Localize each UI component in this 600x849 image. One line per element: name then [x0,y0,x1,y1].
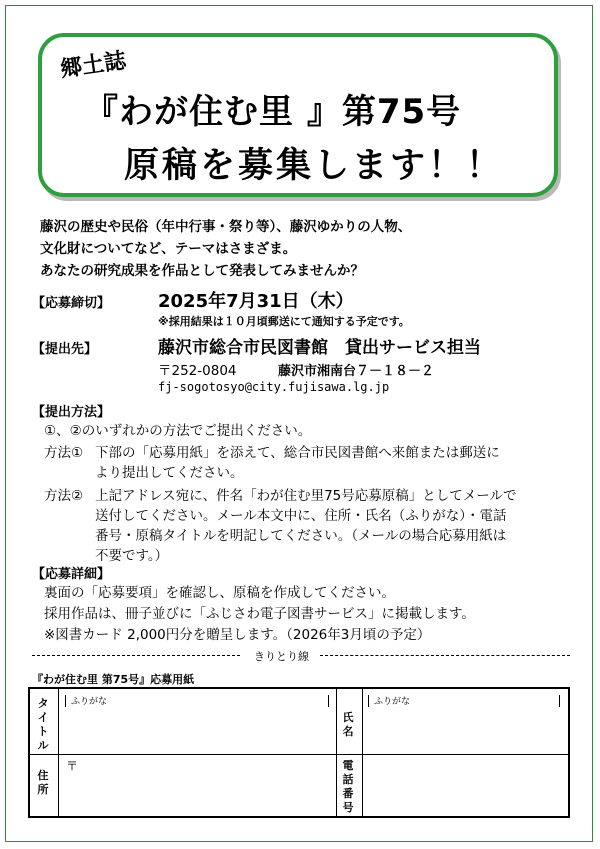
method-2-line-4: 不要です。） [95,548,169,564]
cut-line-label: きりとり線 [254,650,309,663]
method-2-line-3: 番号・原稿タイトルを明記してください。（メールの場合応募用紙は [95,528,507,544]
details-label: 【応募詳細】 [32,567,111,582]
details-line-3: ※図書カード 2,000円分を贈呈します。（2026年3月頃の予定） [44,627,431,643]
method-2-line-1: 上記アドレス宛に、件名「わが住む里75号応募原稿」としてメールで [95,488,517,504]
deadline-label: 【応募締切】 [32,296,111,311]
form-address-label: 住所 [37,769,49,796]
intro-line-2: 文化財についてなど、テーマはさまざま。 [40,241,297,257]
title-furigana: ふりがな [71,697,108,707]
submit-office: 藤沢市総合市民図書館 貸出サービス担当 [158,338,481,358]
address-input[interactable] [59,755,335,815]
phone-input[interactable] [363,755,567,815]
header-title-line2: 原稿を募集します！！ [124,146,505,186]
form-name-label: 氏名 [342,711,354,738]
submit-label: 【提出先】 [32,342,98,357]
method-2-line-2: 送付してください。メール本文中に、住所・氏名（ふりがな）・電話 [95,508,507,524]
title-input[interactable] [59,711,335,753]
application-form [28,687,570,818]
method-2-label: 方法② [44,488,84,504]
address-postal-mark: 〒 [66,759,79,773]
details-line-1: 裏面の「応募要項」を確認し、原稿を作成してください。 [44,585,395,601]
name-input[interactable] [363,711,567,753]
method-label: 【提出方法】 [32,405,111,420]
submit-postal: 〒252-0804 [158,363,237,379]
form-phone-label: 電話番号 [342,759,354,814]
method-intro: ①、②のいずれかの方法でご提出ください。 [44,423,312,439]
cut-line-right [320,655,570,656]
form-title: 『わが住む里 第75号』応募用紙 [32,673,195,686]
intro-line-1: 藤沢の歴史や民俗（年中行事・祭り等）、藤沢ゆかりの人物、 [40,219,412,235]
cut-line-left [32,655,240,656]
submit-address: 藤沢市湘南台７－１８－２ [278,364,435,379]
submit-email[interactable]: fj-sogotosyo@city.fujisawa.lg.jp [158,380,390,394]
deadline-date: 2025年7月31日（木） [158,291,354,312]
name-furigana: ふりがな [374,697,411,707]
details-line-2: 採用作品は、冊子並びに「ふじさわ電子図書サービス」に掲載します。 [44,606,475,622]
intro-line-3: あなたの研究成果を作品として発表してみませんか？ [40,263,364,279]
method-1-line-1: 下部の「応募用紙」を添えて、総合市民図書館へ来館または郵送に [95,445,500,461]
form-title-label: タイトル [37,697,49,752]
form-col-line-2 [336,689,337,816]
header-title-line1: 『わが住む里 』第75号 [84,92,462,132]
method-1-line-2: より提出してください。 [95,465,244,481]
header-kicker: 郷土誌 [58,48,128,83]
deadline-note: ※採用結果は１０月頃郵送にて通知する予定です。 [158,315,410,328]
method-1-label: 方法① [44,445,84,461]
